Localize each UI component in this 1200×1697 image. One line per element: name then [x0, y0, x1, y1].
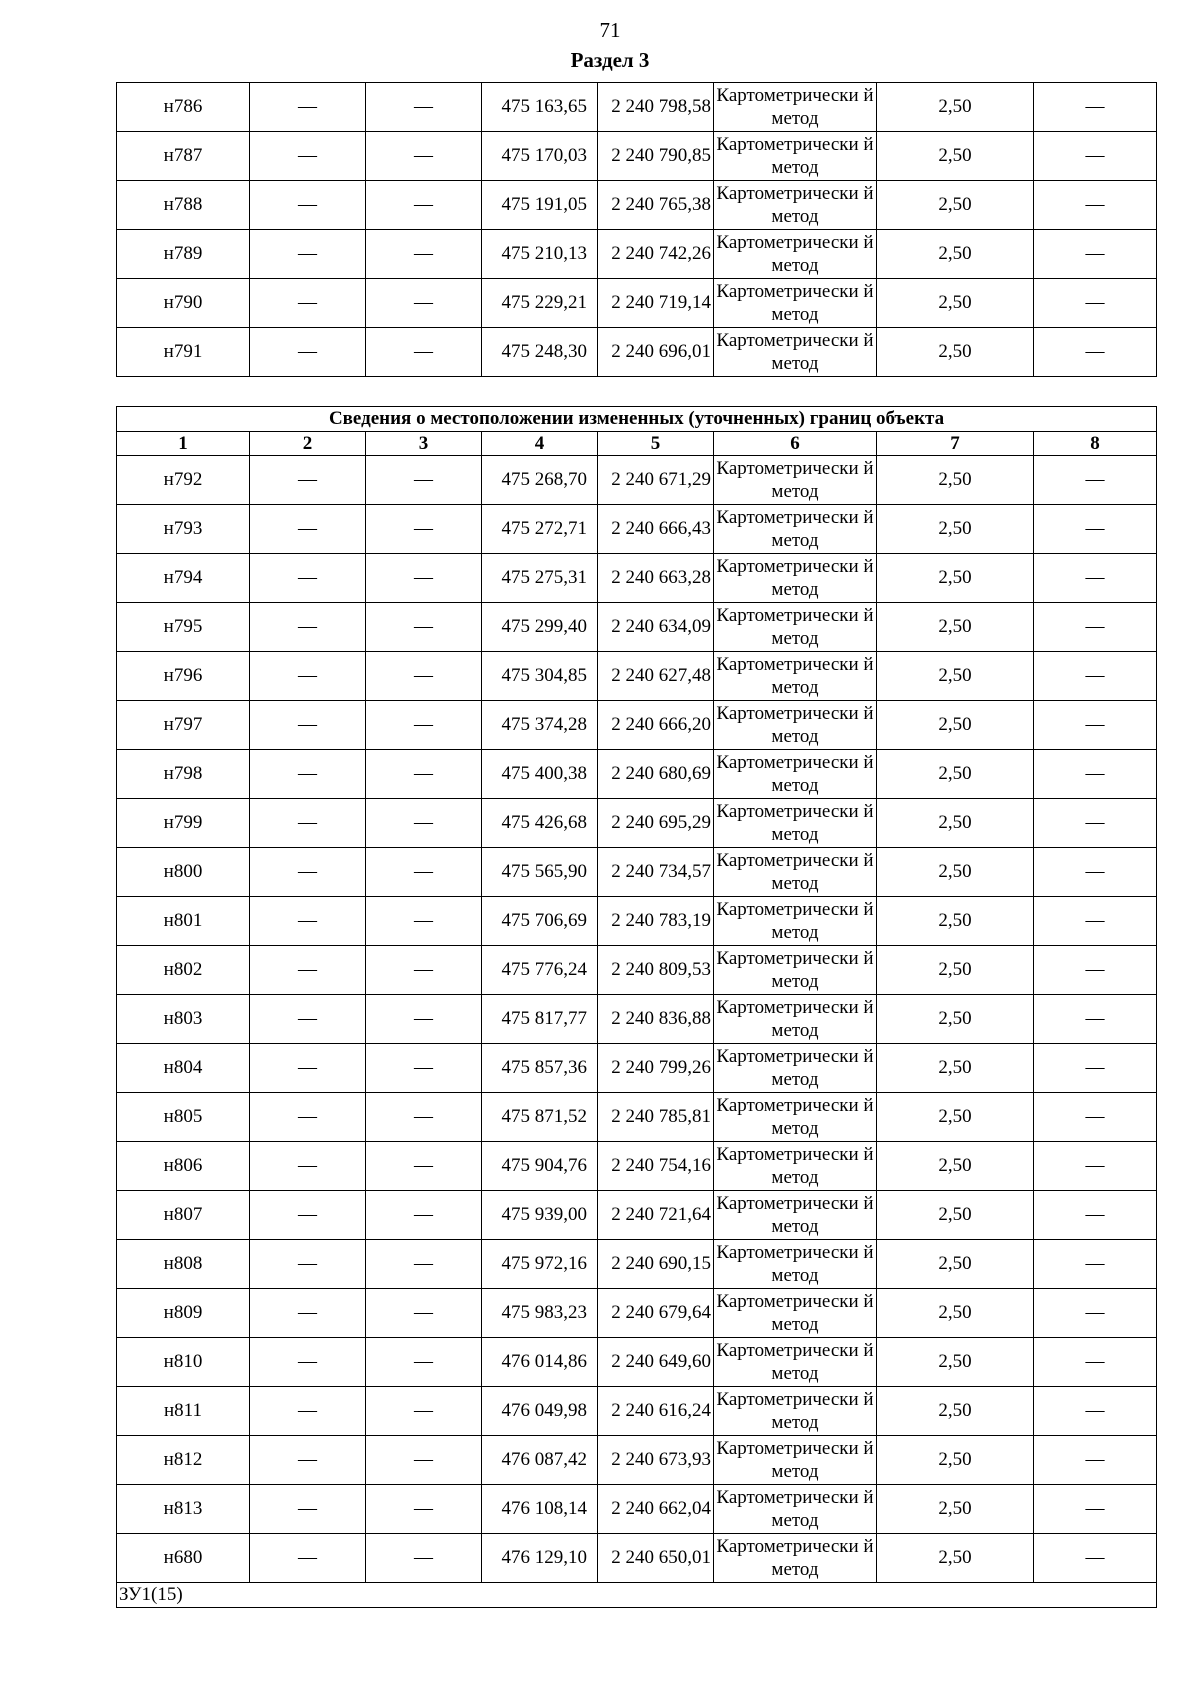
- accuracy-cell: 2,50: [877, 83, 1034, 132]
- y-coordinate-cell: 2 240 649,60: [598, 1338, 714, 1387]
- page-number: 71: [599, 18, 621, 42]
- x-coordinate-cell: 476 087,42: [482, 1436, 598, 1485]
- point-id-cell: н807: [117, 1191, 250, 1240]
- x-coordinate-cell: 476 014,86: [482, 1338, 598, 1387]
- y-coordinate-cell: 2 240 790,85: [598, 132, 714, 181]
- col8-cell: —: [1034, 1191, 1157, 1240]
- accuracy-cell: 2,50: [877, 652, 1034, 701]
- x-coordinate-cell: 475 776,24: [482, 946, 598, 995]
- x-coordinate-cell: 475 268,70: [482, 456, 598, 505]
- col3-cell: —: [366, 554, 482, 603]
- x-coordinate-cell: 475 400,38: [482, 750, 598, 799]
- accuracy-cell: 2,50: [877, 701, 1034, 750]
- y-coordinate-cell: 2 240 798,58: [598, 83, 714, 132]
- col8-cell: —: [1034, 701, 1157, 750]
- point-id-cell: н791: [117, 328, 250, 377]
- x-coordinate-cell: 475 983,23: [482, 1289, 598, 1338]
- col2-cell: —: [250, 750, 366, 799]
- col2-cell: —: [250, 1387, 366, 1436]
- table-row: [117, 1436, 1157, 1485]
- x-coordinate-cell: 475 857,36: [482, 1044, 598, 1093]
- col8-cell: —: [1034, 603, 1157, 652]
- col8-cell: —: [1034, 1436, 1157, 1485]
- accuracy-cell: 2,50: [877, 1534, 1034, 1583]
- table-row: [117, 652, 1157, 701]
- column-header: 4: [482, 432, 598, 456]
- col3-cell: —: [366, 132, 482, 181]
- table-header-row: [117, 432, 1157, 456]
- col2-cell: —: [250, 132, 366, 181]
- col3-cell: —: [366, 1485, 482, 1534]
- coordinates-table-continued: [116, 82, 1157, 377]
- col3-cell: —: [366, 505, 482, 554]
- x-coordinate-cell: 475 210,13: [482, 230, 598, 279]
- col2-cell: —: [250, 946, 366, 995]
- col2-cell: —: [250, 1534, 366, 1583]
- boundary-coordinates-table: [116, 406, 1157, 1608]
- x-coordinate-cell: 476 108,14: [482, 1485, 598, 1534]
- table-caption-row: [117, 407, 1157, 432]
- point-id-cell: н787: [117, 132, 250, 181]
- col3-cell: —: [366, 279, 482, 328]
- parcel-label: ЗУ1(15): [117, 1583, 1157, 1608]
- table-row: [117, 897, 1157, 946]
- y-coordinate-cell: 2 240 734,57: [598, 848, 714, 897]
- col3-cell: —: [366, 1142, 482, 1191]
- table-row: [117, 230, 1157, 279]
- col8-cell: —: [1034, 1240, 1157, 1289]
- y-coordinate-cell: 2 240 742,26: [598, 230, 714, 279]
- point-id-cell: н793: [117, 505, 250, 554]
- accuracy-cell: 2,50: [877, 456, 1034, 505]
- method-cell: Картометрически й метод: [714, 456, 877, 505]
- point-id-cell: н795: [117, 603, 250, 652]
- accuracy-cell: 2,50: [877, 750, 1034, 799]
- table-row: [117, 1044, 1157, 1093]
- col8-cell: —: [1034, 1338, 1157, 1387]
- x-coordinate-cell: 476 129,10: [482, 1534, 598, 1583]
- y-coordinate-cell: 2 240 696,01: [598, 328, 714, 377]
- column-header: 8: [1034, 432, 1157, 456]
- point-id-cell: н810: [117, 1338, 250, 1387]
- col8-cell: —: [1034, 750, 1157, 799]
- accuracy-cell: 2,50: [877, 132, 1034, 181]
- x-coordinate-cell: 475 163,65: [482, 83, 598, 132]
- method-cell: Картометрически й метод: [714, 279, 877, 328]
- y-coordinate-cell: 2 240 836,88: [598, 995, 714, 1044]
- column-header: 3: [366, 432, 482, 456]
- method-cell: Картометрически й метод: [714, 1387, 877, 1436]
- point-id-cell: н802: [117, 946, 250, 995]
- column-header: 1: [117, 432, 250, 456]
- x-coordinate-cell: 475 229,21: [482, 279, 598, 328]
- col2-cell: —: [250, 1338, 366, 1387]
- column-header: 6: [714, 432, 877, 456]
- method-cell: Картометрически й метод: [714, 1142, 877, 1191]
- accuracy-cell: 2,50: [877, 897, 1034, 946]
- method-cell: Картометрически й метод: [714, 1338, 877, 1387]
- col2-cell: —: [250, 181, 366, 230]
- method-cell: Картометрически й метод: [714, 132, 877, 181]
- table-row: [117, 1142, 1157, 1191]
- table-row: [117, 279, 1157, 328]
- point-id-cell: н792: [117, 456, 250, 505]
- col8-cell: —: [1034, 897, 1157, 946]
- col3-cell: —: [366, 1534, 482, 1583]
- col3-cell: —: [366, 83, 482, 132]
- method-cell: Картометрически й метод: [714, 701, 877, 750]
- table-row: [117, 701, 1157, 750]
- col3-cell: —: [366, 1093, 482, 1142]
- x-coordinate-cell: 475 939,00: [482, 1191, 598, 1240]
- col3-cell: —: [366, 1240, 482, 1289]
- column-header: 2: [250, 432, 366, 456]
- col2-cell: —: [250, 1044, 366, 1093]
- y-coordinate-cell: 2 240 809,53: [598, 946, 714, 995]
- col2-cell: —: [250, 328, 366, 377]
- col3-cell: —: [366, 603, 482, 652]
- col2-cell: —: [250, 1289, 366, 1338]
- y-coordinate-cell: 2 240 679,64: [598, 1289, 714, 1338]
- y-coordinate-cell: 2 240 673,93: [598, 1436, 714, 1485]
- y-coordinate-cell: 2 240 785,81: [598, 1093, 714, 1142]
- table-row: [117, 603, 1157, 652]
- y-coordinate-cell: 2 240 721,64: [598, 1191, 714, 1240]
- method-cell: Картометрически й метод: [714, 1534, 877, 1583]
- y-coordinate-cell: 2 240 719,14: [598, 279, 714, 328]
- point-id-cell: н796: [117, 652, 250, 701]
- col2-cell: —: [250, 848, 366, 897]
- col2-cell: —: [250, 554, 366, 603]
- y-coordinate-cell: 2 240 671,29: [598, 456, 714, 505]
- section-title: Раздел 3: [570, 48, 650, 72]
- table-row: [117, 1240, 1157, 1289]
- column-header: 5: [598, 432, 714, 456]
- x-coordinate-cell: 475 374,28: [482, 701, 598, 750]
- x-coordinate-cell: 475 248,30: [482, 328, 598, 377]
- point-id-cell: н788: [117, 181, 250, 230]
- point-id-cell: н813: [117, 1485, 250, 1534]
- accuracy-cell: 2,50: [877, 230, 1034, 279]
- col3-cell: —: [366, 897, 482, 946]
- table-caption: Сведения о местоположении измененных (уточненных) границ объекта: [117, 407, 1157, 432]
- point-id-cell: н790: [117, 279, 250, 328]
- method-cell: Картометрически й метод: [714, 1191, 877, 1240]
- y-coordinate-cell: 2 240 627,48: [598, 652, 714, 701]
- col8-cell: —: [1034, 946, 1157, 995]
- col3-cell: —: [366, 1191, 482, 1240]
- y-coordinate-cell: 2 240 616,24: [598, 1387, 714, 1436]
- table-footer-row: [117, 1583, 1157, 1608]
- col2-cell: —: [250, 505, 366, 554]
- table-row: [117, 799, 1157, 848]
- point-id-cell: н805: [117, 1093, 250, 1142]
- table-row: [117, 328, 1157, 377]
- y-coordinate-cell: 2 240 690,15: [598, 1240, 714, 1289]
- method-cell: Картометрически й метод: [714, 897, 877, 946]
- col2-cell: —: [250, 603, 366, 652]
- method-cell: Картометрически й метод: [714, 848, 877, 897]
- method-cell: Картометрически й метод: [714, 603, 877, 652]
- method-cell: Картометрически й метод: [714, 1436, 877, 1485]
- x-coordinate-cell: 476 049,98: [482, 1387, 598, 1436]
- col3-cell: —: [366, 1436, 482, 1485]
- accuracy-cell: 2,50: [877, 1240, 1034, 1289]
- method-cell: Картометрически й метод: [714, 505, 877, 554]
- table-row: [117, 83, 1157, 132]
- accuracy-cell: 2,50: [877, 1044, 1034, 1093]
- col8-cell: —: [1034, 1485, 1157, 1534]
- col8-cell: —: [1034, 848, 1157, 897]
- point-id-cell: н809: [117, 1289, 250, 1338]
- col8-cell: —: [1034, 554, 1157, 603]
- col3-cell: —: [366, 652, 482, 701]
- col2-cell: —: [250, 652, 366, 701]
- col2-cell: —: [250, 279, 366, 328]
- x-coordinate-cell: 475 565,90: [482, 848, 598, 897]
- table-row: [117, 1191, 1157, 1240]
- col8-cell: —: [1034, 1534, 1157, 1583]
- y-coordinate-cell: 2 240 634,09: [598, 603, 714, 652]
- y-coordinate-cell: 2 240 695,29: [598, 799, 714, 848]
- method-cell: Картометрически й метод: [714, 1289, 877, 1338]
- accuracy-cell: 2,50: [877, 995, 1034, 1044]
- y-coordinate-cell: 2 240 799,26: [598, 1044, 714, 1093]
- point-id-cell: н789: [117, 230, 250, 279]
- accuracy-cell: 2,50: [877, 1338, 1034, 1387]
- table-row: [117, 505, 1157, 554]
- col2-cell: —: [250, 83, 366, 132]
- point-id-cell: н797: [117, 701, 250, 750]
- accuracy-cell: 2,50: [877, 1289, 1034, 1338]
- col8-cell: —: [1034, 1044, 1157, 1093]
- method-cell: Картометрически й метод: [714, 181, 877, 230]
- col2-cell: —: [250, 799, 366, 848]
- col3-cell: —: [366, 181, 482, 230]
- col2-cell: —: [250, 995, 366, 1044]
- col3-cell: —: [366, 1338, 482, 1387]
- accuracy-cell: 2,50: [877, 328, 1034, 377]
- x-coordinate-cell: 475 972,16: [482, 1240, 598, 1289]
- col3-cell: —: [366, 946, 482, 995]
- x-coordinate-cell: 475 299,40: [482, 603, 598, 652]
- accuracy-cell: 2,50: [877, 505, 1034, 554]
- y-coordinate-cell: 2 240 663,28: [598, 554, 714, 603]
- method-cell: Картометрически й метод: [714, 946, 877, 995]
- col2-cell: —: [250, 1436, 366, 1485]
- accuracy-cell: 2,50: [877, 848, 1034, 897]
- x-coordinate-cell: 475 426,68: [482, 799, 598, 848]
- accuracy-cell: 2,50: [877, 1387, 1034, 1436]
- table-row: [117, 1338, 1157, 1387]
- table-row: [117, 1093, 1157, 1142]
- col8-cell: —: [1034, 1142, 1157, 1191]
- table-row: [117, 456, 1157, 505]
- table-row: [117, 1485, 1157, 1534]
- accuracy-cell: 2,50: [877, 799, 1034, 848]
- x-coordinate-cell: 475 275,31: [482, 554, 598, 603]
- point-id-cell: н804: [117, 1044, 250, 1093]
- col8-cell: —: [1034, 279, 1157, 328]
- col8-cell: —: [1034, 181, 1157, 230]
- accuracy-cell: 2,50: [877, 1093, 1034, 1142]
- method-cell: Картометрически й метод: [714, 1044, 877, 1093]
- point-id-cell: н680: [117, 1534, 250, 1583]
- accuracy-cell: 2,50: [877, 1485, 1034, 1534]
- method-cell: Картометрически й метод: [714, 1485, 877, 1534]
- col3-cell: —: [366, 456, 482, 505]
- x-coordinate-cell: 475 170,03: [482, 132, 598, 181]
- point-id-cell: н806: [117, 1142, 250, 1191]
- table-row: [117, 750, 1157, 799]
- y-coordinate-cell: 2 240 666,20: [598, 701, 714, 750]
- method-cell: Картометрически й метод: [714, 1240, 877, 1289]
- col3-cell: —: [366, 750, 482, 799]
- col2-cell: —: [250, 897, 366, 946]
- col8-cell: —: [1034, 799, 1157, 848]
- col8-cell: —: [1034, 230, 1157, 279]
- col2-cell: —: [250, 701, 366, 750]
- col8-cell: —: [1034, 456, 1157, 505]
- col3-cell: —: [366, 995, 482, 1044]
- table-row: [117, 995, 1157, 1044]
- col2-cell: —: [250, 456, 366, 505]
- col3-cell: —: [366, 701, 482, 750]
- x-coordinate-cell: 475 272,71: [482, 505, 598, 554]
- accuracy-cell: 2,50: [877, 946, 1034, 995]
- method-cell: Картометрически й метод: [714, 750, 877, 799]
- col3-cell: —: [366, 1387, 482, 1436]
- table-row: [117, 1534, 1157, 1583]
- y-coordinate-cell: 2 240 662,04: [598, 1485, 714, 1534]
- accuracy-cell: 2,50: [877, 554, 1034, 603]
- y-coordinate-cell: 2 240 783,19: [598, 897, 714, 946]
- col8-cell: —: [1034, 995, 1157, 1044]
- col8-cell: —: [1034, 328, 1157, 377]
- point-id-cell: н808: [117, 1240, 250, 1289]
- x-coordinate-cell: 475 706,69: [482, 897, 598, 946]
- point-id-cell: н812: [117, 1436, 250, 1485]
- method-cell: Картометрически й метод: [714, 83, 877, 132]
- col2-cell: —: [250, 230, 366, 279]
- col8-cell: —: [1034, 1387, 1157, 1436]
- accuracy-cell: 2,50: [877, 603, 1034, 652]
- col2-cell: —: [250, 1485, 366, 1534]
- point-id-cell: н794: [117, 554, 250, 603]
- y-coordinate-cell: 2 240 650,01: [598, 1534, 714, 1583]
- method-cell: Картометрически й метод: [714, 1093, 877, 1142]
- method-cell: Картометрически й метод: [714, 328, 877, 377]
- col8-cell: —: [1034, 505, 1157, 554]
- method-cell: Картометрически й метод: [714, 995, 877, 1044]
- x-coordinate-cell: 475 191,05: [482, 181, 598, 230]
- col8-cell: —: [1034, 83, 1157, 132]
- point-id-cell: н803: [117, 995, 250, 1044]
- col3-cell: —: [366, 1044, 482, 1093]
- col2-cell: —: [250, 1191, 366, 1240]
- x-coordinate-cell: 475 904,76: [482, 1142, 598, 1191]
- col3-cell: —: [366, 1289, 482, 1338]
- y-coordinate-cell: 2 240 765,38: [598, 181, 714, 230]
- column-header: 7: [877, 432, 1034, 456]
- col2-cell: —: [250, 1240, 366, 1289]
- table-row: [117, 132, 1157, 181]
- method-cell: Картометрически й метод: [714, 799, 877, 848]
- method-cell: Картометрически й метод: [714, 554, 877, 603]
- col3-cell: —: [366, 848, 482, 897]
- accuracy-cell: 2,50: [877, 279, 1034, 328]
- col2-cell: —: [250, 1142, 366, 1191]
- x-coordinate-cell: 475 817,77: [482, 995, 598, 1044]
- y-coordinate-cell: 2 240 680,69: [598, 750, 714, 799]
- col8-cell: —: [1034, 652, 1157, 701]
- col3-cell: —: [366, 799, 482, 848]
- y-coordinate-cell: 2 240 754,16: [598, 1142, 714, 1191]
- table-row: [117, 181, 1157, 230]
- accuracy-cell: 2,50: [877, 1191, 1034, 1240]
- x-coordinate-cell: 475 871,52: [482, 1093, 598, 1142]
- accuracy-cell: 2,50: [877, 1142, 1034, 1191]
- accuracy-cell: 2,50: [877, 1436, 1034, 1485]
- point-id-cell: н800: [117, 848, 250, 897]
- x-coordinate-cell: 475 304,85: [482, 652, 598, 701]
- point-id-cell: н798: [117, 750, 250, 799]
- col8-cell: —: [1034, 132, 1157, 181]
- y-coordinate-cell: 2 240 666,43: [598, 505, 714, 554]
- point-id-cell: н799: [117, 799, 250, 848]
- table-row: [117, 1289, 1157, 1338]
- table-row: [117, 848, 1157, 897]
- col2-cell: —: [250, 1093, 366, 1142]
- col8-cell: —: [1034, 1093, 1157, 1142]
- table-row: [117, 1387, 1157, 1436]
- table-row: [117, 554, 1157, 603]
- method-cell: Картометрически й метод: [714, 230, 877, 279]
- point-id-cell: н811: [117, 1387, 250, 1436]
- table-row: [117, 946, 1157, 995]
- point-id-cell: н786: [117, 83, 250, 132]
- col3-cell: —: [366, 230, 482, 279]
- col8-cell: —: [1034, 1289, 1157, 1338]
- method-cell: Картометрически й метод: [714, 652, 877, 701]
- point-id-cell: н801: [117, 897, 250, 946]
- col3-cell: —: [366, 328, 482, 377]
- accuracy-cell: 2,50: [877, 181, 1034, 230]
